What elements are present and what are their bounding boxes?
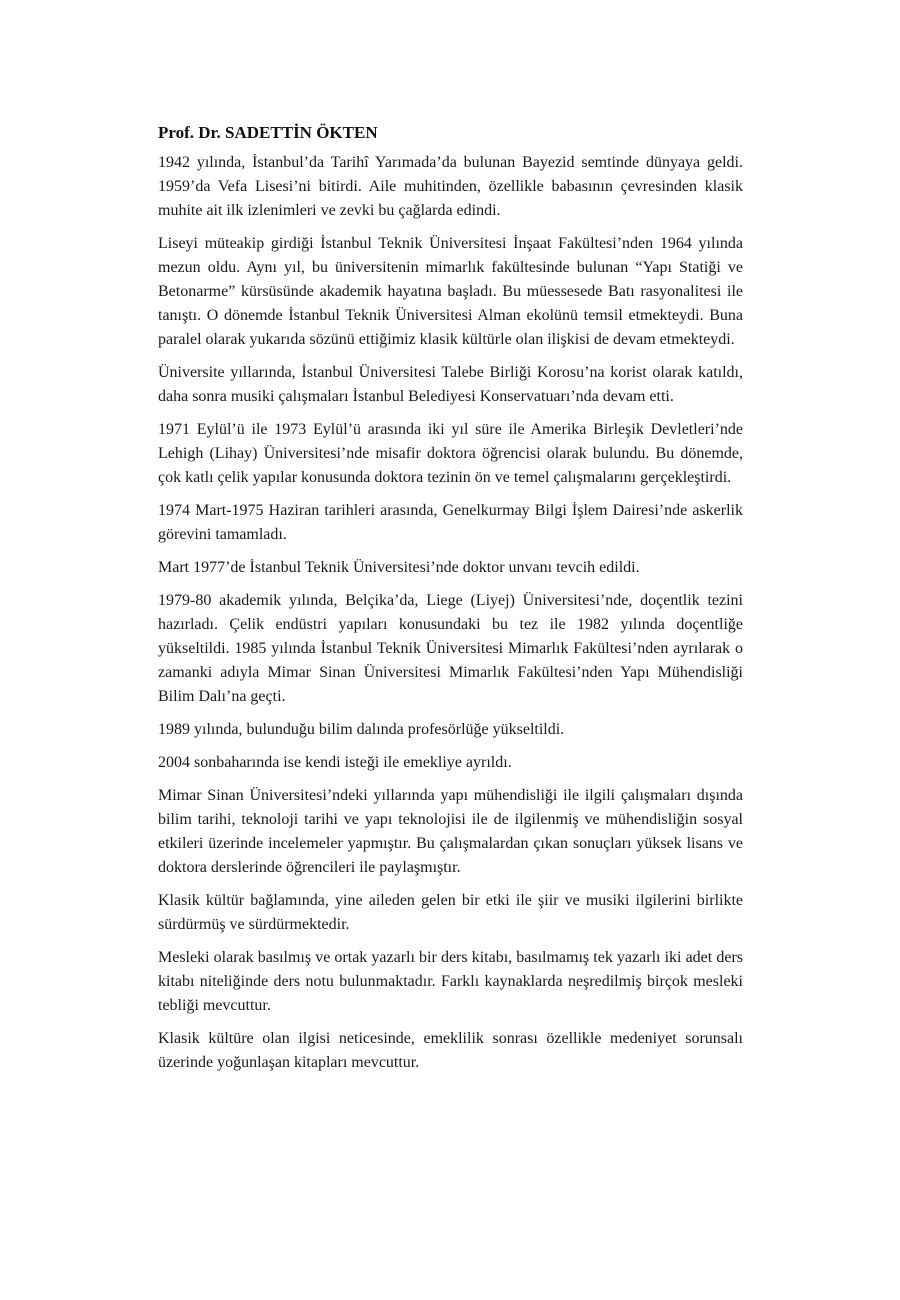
- paragraph-11: Klasik kültür bağlamında, yine aileden gelen bir etki ile şiir ve musiki ilgilerini birlikte sürdürmüş ve sürdürmektedir.: [158, 892, 743, 933]
- paragraph-5: 1974 Mart-1975 Haziran tarihleri arasında, Genelkurmay Bilgi İşlem Dairesi’nde askerlik görevini tamamladı.: [158, 502, 743, 543]
- paragraph-13: Klasik kültüre olan ilgisi neticesinde, emeklilik sonrası özellikle medeniyet sorunsalı üzerinde yoğunlaşan kitapları mevcuttur.: [158, 1030, 743, 1071]
- paragraph-9: 2004 sonbaharında ise kendi isteği ile emekliye ayrıldı.: [158, 754, 512, 771]
- paragraph-10: Mimar Sinan Üniversitesi’ndeki yıllarında yapı mühendisliği ile ilgili çalışmaları dışında bilim tarihi, teknoloji tarihi ve yapı teknolojisi ile de ilgilenmiş ve mühendisliğin sosyal etkileri üzerinde incelemeler yapmıştır. Bu çalışmalardan çıkan sonuçları yüksek lisans ve doktora derslerinde öğrencileri ile paylaşmıştır.: [158, 787, 743, 876]
- paragraph-7: 1979-80 akademik yılında, Belçika’da, Liege (Liyej) Üniversitesi’nde, doçentlik tezini hazırladı. Çelik endüstri yapıları konusundaki bu tez ile 1982 yılında doçentliğe yükseltildi. 1985 yılında İstanbul Teknik Üniversitesi Mimarlık Fakültesi’nden ayrılarak o zamanki adıyla Mimar Sinan Üniversitesi Mimarlık Fakültesi’nden Yapı Mühendisliği Bilim Dalı’na geçti.: [158, 592, 743, 705]
- paragraph-6: Mart 1977’de İstanbul Teknik Üniversitesi’nde doktor unvanı tevcih edildi.: [158, 559, 640, 576]
- biography-page: [158, 121, 743, 1084]
- paragraph-2: Liseyi müteakip girdiği İstanbul Teknik Üniversitesi İnşaat Fakültesi’nden 1964 yılında mezun oldu. Aynı yıl, bu üniversitenin mimarlık fakültesinde bulunan “Yapı Statiği ve Betonarme” kürsüsünde akademik hayatına başladı. Bu müessesede Batı rasyonalitesi ile tanıştı. O dönemde İstanbul Teknik Üniversitesi Alman ekolünü temsil etmekteydi. Buna paralel olarak yukarıda sözünü ettiğimiz klasik kültürle olan ilişkisi de devam etmekteydi.: [158, 235, 743, 348]
- paragraph-12: Mesleki olarak basılmış ve ortak yazarlı bir ders kitabı, basılmamış tek yazarlı iki adet ders kitabı niteliğinde ders notu bulunmaktadır. Farklı kaynaklarda neşredilmiş birçok mesleki tebliği mevcuttur.: [158, 949, 743, 1014]
- paragraph-4: 1971 Eylül’ü ile 1973 Eylül’ü arasında iki yıl süre ile Amerika Birleşik Devletleri’nde Lehigh (Lihay) Üniversitesi’nde misafir doktora öğrencisi olarak bulundu. Bu dönemde, çok katlı çelik yapılar konusunda doktora tezinin ön ve temel çalışmalarını gerçekleştirdi.: [158, 421, 743, 486]
- paragraph-3: Üniversite yıllarında, İstanbul Üniversitesi Talebe Birliği Korosu’na korist olarak katıldı, daha sonra musiki çalışmaları İstanbul Belediyesi Konservatuarı’nda devam etti.: [158, 364, 743, 405]
- paragraph-1: 1942 yılında, İstanbul’da Tarihî Yarımada’da bulunan Bayezid semtinde dünyaya geldi. 1959’da Vefa Lisesi’ni bitirdi. Aile muhitinden, özellikle babasının çevresinden klasik muhite ait ilk izlenimleri ve zevki bu çağlarda edindi.: [158, 154, 743, 219]
- paragraph-8: 1989 yılında, bulunduğu bilim dalında profesörlüğe yükseltildi.: [158, 721, 565, 738]
- page-title: Prof. Dr. SADETTİN ÖKTEN: [158, 123, 378, 142]
